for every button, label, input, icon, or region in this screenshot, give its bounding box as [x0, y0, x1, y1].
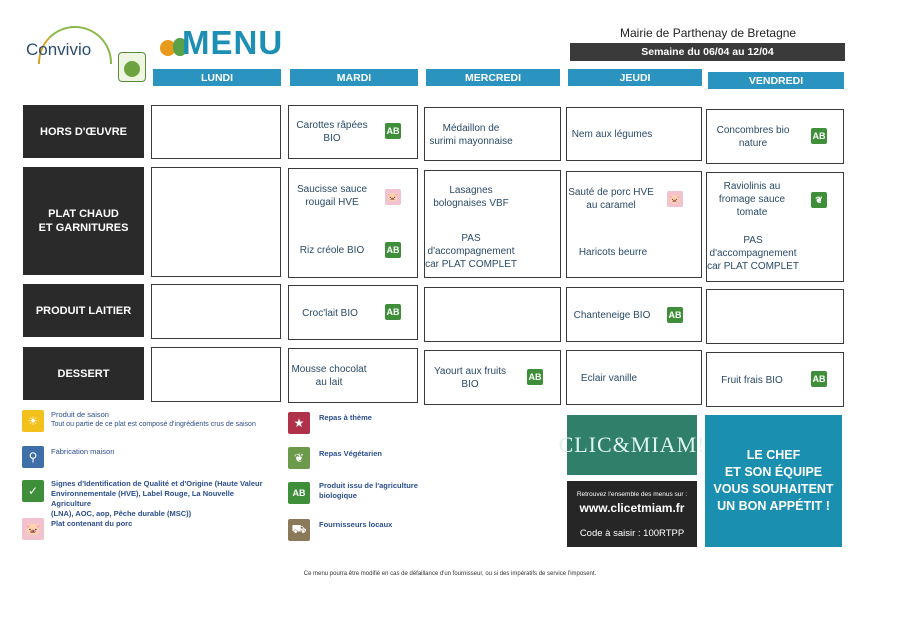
dish-mercredi-plat2: PAS d'accompagnement car PLAT COMPLET: [425, 233, 517, 270]
dish-vendredi-plat2: PAS d'accompagnement car PLAT COMPLET: [707, 235, 799, 272]
cell-jeudi-hors: [566, 107, 702, 161]
dish-jeudi-plat2: Haricots beurre: [578, 247, 648, 258]
dish-jeudi-lait: Chanteneige BIO: [573, 310, 651, 321]
bio-icon: AB: [811, 128, 827, 144]
legend-vegetarien: Repas Végétarien: [319, 449, 382, 458]
cell-lundi-dessert: [151, 347, 281, 402]
convivio-logo: [22, 26, 112, 66]
dish-mercredi-hors: Médaillon de surimi mayonnaise: [429, 123, 513, 147]
day-header-vendredi: VENDREDI: [708, 72, 844, 89]
day-header-mardi: MARDI: [290, 69, 418, 86]
cell-jeudi-plat: [566, 171, 702, 278]
pork-icon: 🐷: [385, 189, 401, 205]
clic-miam-info: [567, 481, 697, 547]
chef-message: LE CHEF ET SON ÉQUIPE VOUS SOUHAITENT UN BON APPÉTIT !: [705, 415, 842, 547]
cell-vendredi-dessert: [706, 352, 844, 407]
legend-theme: Repas à thème: [319, 413, 372, 422]
cell-lundi-lait: [151, 284, 281, 339]
cell-jeudi-dessert: [566, 350, 702, 405]
access-code: Code à saisir : 100RTPP: [579, 528, 685, 539]
week-range: Semaine du 06/04 au 12/04: [570, 43, 845, 61]
row-label-plat-chaud: PLAT CHAUD ET GARNITURES: [23, 167, 144, 275]
dish-jeudi-hors: Nem aux légumes: [571, 129, 653, 140]
day-header-lundi: LUNDI: [153, 69, 281, 86]
day-header-mercredi: MERCREDI: [426, 69, 560, 86]
cell-vendredi-hors: [706, 109, 844, 164]
dish-mardi-plat2: Riz créole BIO: [299, 245, 365, 256]
cell-mercredi-plat: [424, 170, 561, 278]
legend-maison: Fabrication maison: [51, 447, 115, 456]
dish-vendredi-hors: Concombres bio nature: [716, 125, 790, 149]
dish-mardi-lait: Croc'lait BIO: [302, 308, 358, 319]
cell-mercredi-hors: [424, 107, 561, 161]
star-icon: ★: [288, 412, 310, 434]
dish-mercredi-dessert: Yaourt aux fruits BIO: [433, 366, 507, 390]
pork-icon: 🐷: [667, 191, 683, 207]
dish-jeudi-dessert: Eclair vanille: [580, 373, 638, 384]
page-title: MENU: [182, 24, 284, 61]
dish-mardi-plat1: Saucisse sauce rougail HVE: [296, 184, 368, 208]
row-label-produit-laitier: PRODUIT LAITIER: [23, 284, 144, 337]
sun-icon: ☀: [22, 410, 44, 432]
cell-mercredi-dessert: [424, 350, 561, 405]
cell-mardi-hors: [288, 105, 418, 159]
dish-vendredi-plat1: Raviolinis au fromage sauce tomate: [718, 181, 786, 218]
footer-note: Ce menu pourra être modifié en cas de défaillance d'un fournisseur, ou si des impératifs de service l'imposent.: [303, 571, 597, 577]
leaf-icon: ❦: [288, 447, 310, 469]
bio-icon: AB: [385, 123, 401, 139]
bio-icon: AB: [811, 371, 827, 387]
bio-icon: AB: [667, 307, 683, 323]
legend-porc: Plat contenant du porc: [51, 519, 133, 528]
legend-saison-title: Produit de saison: [51, 410, 109, 419]
legend-locaux: Fournisseurs locaux: [319, 520, 393, 529]
legend-signes: Signes d'Identification de Qualité et d'Origine (Haute Valeur Environnementale (HVE), Label Rouge, La Nouvelle Agriculture (LNA), AOC, aop, Pêche durable (MSC)): [51, 479, 263, 518]
legend-saison-sub: Tout ou partie de ce plat est composé d'ingrédients crus de saison: [51, 421, 256, 428]
bio-icon: AB: [385, 242, 401, 258]
cell-jeudi-lait: [566, 287, 702, 342]
mairie-name: Mairie de Parthenay de Bretagne: [620, 26, 797, 40]
whisk-icon: ⚲: [22, 446, 44, 468]
cell-mardi-dessert: [288, 348, 418, 403]
row-label-dessert: DESSERT: [23, 347, 144, 400]
clic-miam-logo: CLIC&MIAM!: [567, 415, 697, 475]
bio-icon: AB: [288, 482, 310, 504]
website-link[interactable]: www.clicetmiam.fr: [579, 501, 685, 515]
pork-icon: 🐷: [22, 518, 44, 540]
cell-mercredi-lait: [424, 287, 561, 342]
dish-vendredi-dessert: Fruit frais BIO: [721, 375, 783, 386]
retrouvez-text: Retrouvez l'ensemble des menus sur :: [576, 491, 688, 498]
legend-bio: Produit issu de l'agriculture biologique: [319, 481, 418, 500]
cell-mardi-plat: [288, 168, 418, 278]
cell-vendredi-lait: [706, 289, 844, 344]
dish-jeudi-plat1: Sauté de porc HVE au caramel: [568, 187, 654, 211]
day-header-jeudi: JEUDI: [568, 69, 702, 86]
bio-icon: AB: [385, 304, 401, 320]
bio-icon: AB: [527, 369, 543, 385]
vegetarian-leaf-icon: ❦: [811, 192, 827, 208]
row-label-hors-doeuvre: HORS D'ŒUVRE: [23, 105, 144, 158]
dish-mercredi-plat1: Lasagnes bolognaises VBF: [433, 185, 509, 209]
cell-lundi-plat: [151, 167, 281, 277]
dish-mardi-dessert: Mousse chocolat au lait: [291, 364, 367, 388]
quality-check-icon: ✓: [22, 480, 44, 502]
brand-name: Convivio: [26, 40, 92, 59]
quality-seal-icon: [118, 52, 146, 82]
cell-mardi-lait: [288, 285, 418, 340]
dish-mardi-hors: Carottes râpées BIO: [296, 120, 368, 144]
cell-lundi-hors: [151, 105, 281, 159]
cell-vendredi-plat: [706, 172, 844, 282]
tractor-icon: ⛟: [288, 519, 310, 541]
